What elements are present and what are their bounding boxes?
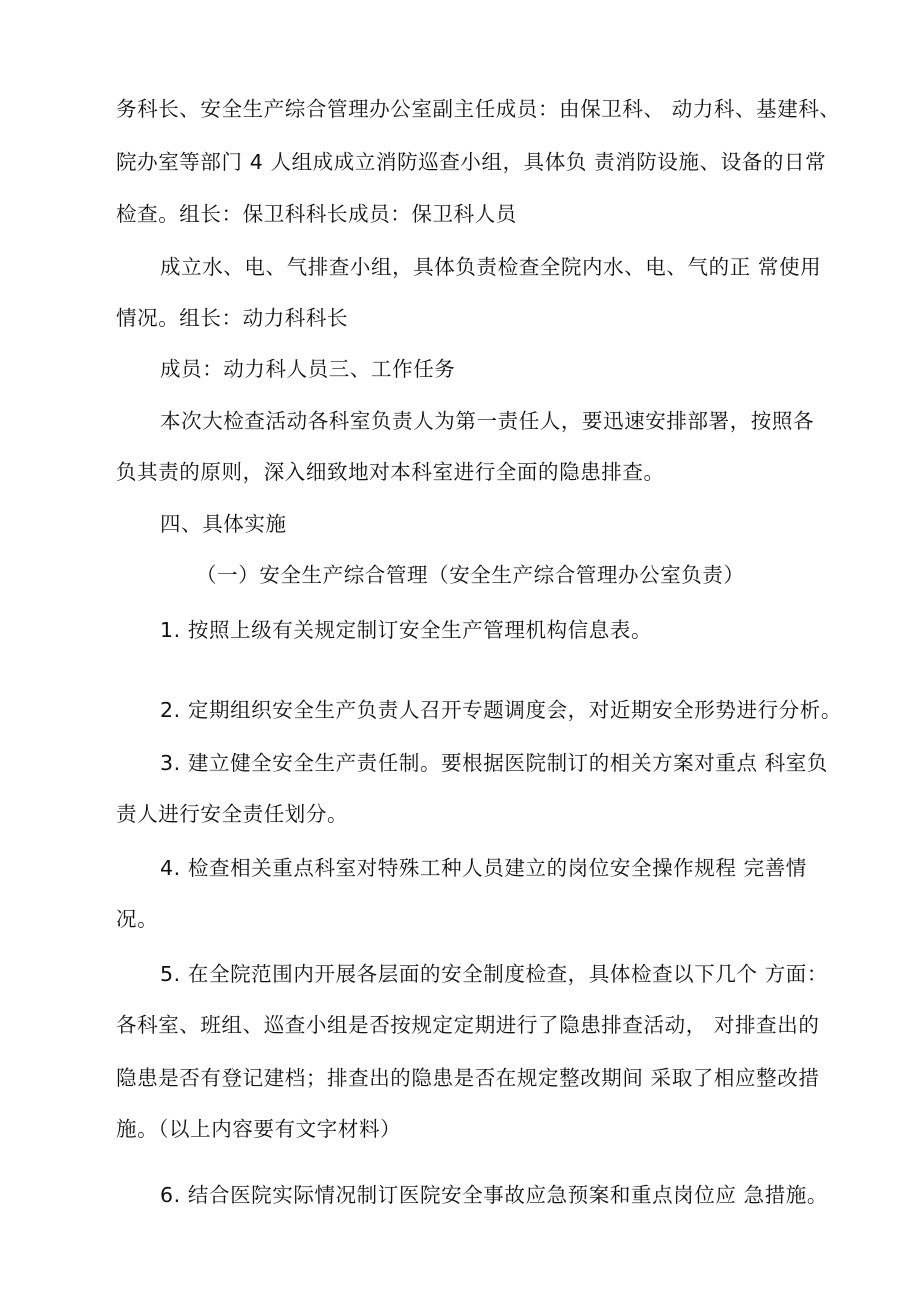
text-line: 况。 <box>116 907 159 931</box>
subsection-heading: （一）安全生产综合管理（安全生产综合管理办公室负责） <box>196 563 745 587</box>
list-item: 4. 检查相关重点科室对特殊工种人员建立的岗位安全操作规程 完善情 <box>160 856 807 880</box>
list-item: 5. 在全院范围内开展各层面的安全制度检查，具体检查以下几个 方面： <box>160 962 828 986</box>
list-item: 3. 建立健全安全生产责任制。要根据医院制订的相关方案对重点 科室负 <box>160 751 828 775</box>
text-line: 情况。组长：动力科科长 <box>116 306 349 330</box>
list-item: 6. 结合医院实际情况制订医院安全事故应急预案和重点岗位应 急措施。 <box>160 1183 828 1207</box>
text-line: 施。（以上内容要有文字材料） <box>116 1117 402 1141</box>
list-item: 2. 定期组织安全生产负责人召开专题调度会，对近期安全形势进行分析。 <box>160 698 842 722</box>
text-line: 院办室等部门 4 人组成成立消防巡查小组，具体负 责消防设施、设备的日常 <box>116 150 827 174</box>
text-line: 责人进行安全责任划分。 <box>116 802 349 826</box>
section-heading: 四、具体实施 <box>160 512 287 536</box>
text-line: 本次大检查活动各科室负责人为第一责任人，要迅速安排部署，按照各 <box>160 409 815 433</box>
text-line: 负其责的原则，深入细致地对本科室进行全面的隐患排查。 <box>116 460 665 484</box>
text-line: 检查。组长：保卫科科长成员：保卫科人员 <box>116 202 517 226</box>
list-item: 1. 按照上级有关规定制订安全生产管理机构信息表。 <box>160 618 653 642</box>
text-line: 务科长、安全生产综合管理办公室副主任成员：由保卫科、 动力科、基建科、 <box>116 97 841 121</box>
text-line: 成员：动力科人员三、工作任务 <box>160 357 456 381</box>
text-line: 隐患是否有登记建档；排查出的隐患是否在规定整改期间 采取了相应整改措 <box>116 1066 820 1090</box>
text-line: 各科室、班组、巡查小组是否按规定定期进行了隐患排查活动， 对排查出的 <box>116 1013 820 1037</box>
text-line: 成立水、电、气排查小组，具体负责检查全院内水、电、气的正 常使用 <box>160 255 822 279</box>
